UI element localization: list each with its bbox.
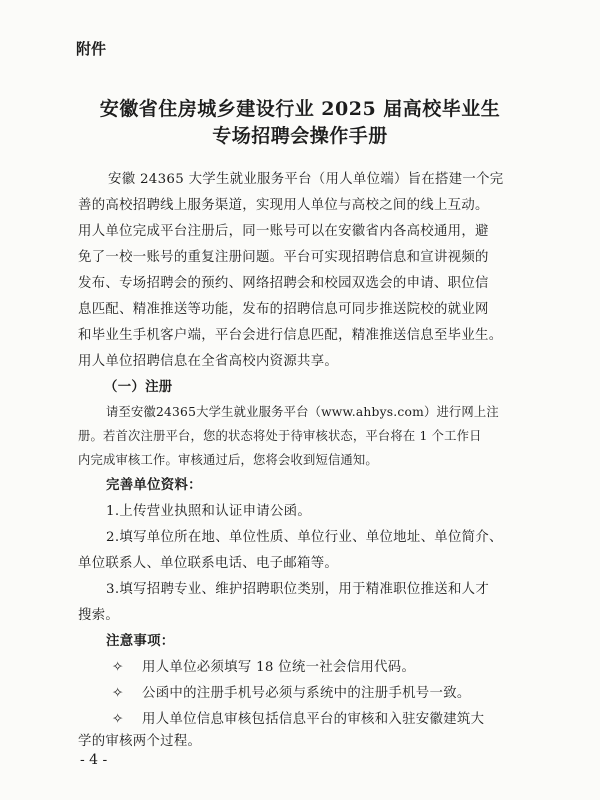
document-title-line1: 安徽省住房城乡建设行业 2025 届高校毕业生 [99,98,501,120]
intro-line: 善的高校招聘线上服务渠道，实现用人单位与高校之间的线上互动。 [78,198,489,213]
section-heading-notes: 注意事项： [106,633,175,649]
register-line: 内完成审核工作。审核通过后，您将会收到短信通知。 [78,453,378,467]
info-item: 1.上传营业执照和认证申请公函。 [106,504,312,519]
note-continuation: 学的审核两个过程。 [78,734,202,749]
intro-line: 用人单位招聘信息在全省高校内资源共享。 [78,354,339,369]
intro-line: 免了一校一账号的重复注册问题。平台可实现招聘信息和宣讲视频的 [78,250,489,265]
note-text: 公函中的注册手机号必须与系统中的注册手机号一致。 [142,686,471,701]
register-line: 册。若首次注册平台，您的状态将处于待审核状态，平台将在 1 个工作日 [78,429,482,443]
note-item [112,682,540,701]
intro-line: 安徽 24365 大学生就业服务平台（用人单位端）旨在搭建一个完 [108,172,504,187]
note-item [112,656,540,675]
section-heading-register: （一）注册 [104,379,173,395]
document-title-line2: 专场招聘会操作手册 [212,125,388,147]
section-heading-complete-info: 完善单位资料： [106,477,202,493]
note-text: 用人单位必须填写 18 位统一社会信用代码。 [142,660,416,675]
info-item: 单位联系人、单位联系电话、电子邮箱等。 [78,556,339,571]
diamond-bullet-icon: ✧ [112,660,124,675]
page-number: - 4 - [80,752,108,768]
intro-line: 和毕业生手机客户端，平台会进行信息匹配，精准推送信息至毕业生。 [78,328,503,343]
note-item [112,708,540,727]
intro-line: 发布、专场招聘会的预约、网络招聘会和校园双选会的申请、职位信 [78,276,489,291]
note-text: 用人单位信息审核包括信息平台的审核和入驻安徽建筑大 [142,712,485,727]
register-line: 请至安徽24365大学生就业服务平台（www.ahbys.com）进行网上注 [106,405,499,419]
diamond-bullet-icon: ✧ [112,686,124,701]
intro-line: 息匹配、精准推送等功能，发布的招聘信息可同步推送院校的就业网 [78,302,489,317]
info-item: 2.填写单位所在地、单位性质、单位行业、单位地址、单位简介、 [106,530,503,545]
diamond-bullet-icon: ✧ [112,712,124,727]
info-item: 3.填写招聘专业、维护招聘职位类别，用于精准职位推送和人才 [106,582,490,597]
intro-line: 用人单位完成平台注册后，同一账号可以在安徽省内各高校通用，避 [78,224,489,239]
attachment-label: 附件 [76,40,107,58]
info-item: 搜索。 [78,608,120,623]
